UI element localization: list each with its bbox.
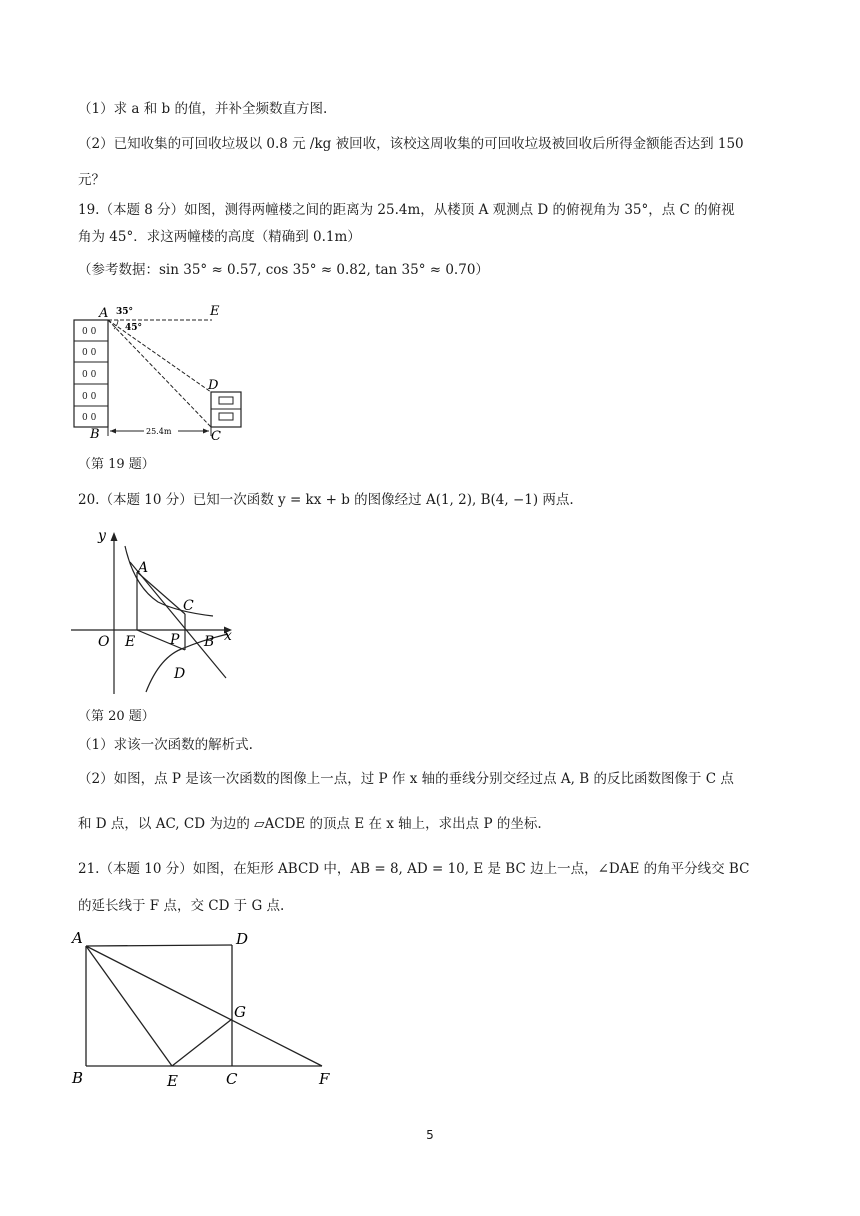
q20-line1: 20.（本题 10 分）已知一次函数 y = kx + b 的图像经过 A(1, 2), B(4, −1) 两点. xyxy=(78,492,574,508)
point-b-label: B xyxy=(204,634,215,650)
point-b-label: B xyxy=(72,1069,84,1087)
point-a-label: A xyxy=(138,560,149,576)
q20-part2-line1: （2）如图，点 P 是该一次函数的图像上一点，过 P 作 x 轴的垂线分别交经过点 A, B 的反比函数图像于 C 点 xyxy=(78,771,734,787)
q20-part1: （1）求该一次函数的解析式. xyxy=(78,737,253,753)
figure-19-caption: （第 19 题） xyxy=(78,457,155,472)
window-label: 0 0 xyxy=(82,370,97,380)
q19-reference-data: （参考数据：sin 35° ≈ 0.57, cos 35° ≈ 0.82, tan 35° ≈ 0.70） xyxy=(78,262,489,278)
distance-label: 25.4m xyxy=(146,427,172,436)
point-e-label: E xyxy=(210,304,220,319)
point-d-label: D xyxy=(236,930,249,948)
q18-part2-line1: （2）已知收集的可回收垃圾以 0.8 元 /kg 被回收，该校这周收集的可回收垃圾被回收后所得金额能否达到 150 xyxy=(78,136,744,152)
figure-20 xyxy=(68,524,248,699)
origin-label: O xyxy=(98,634,110,650)
point-f-label: F xyxy=(319,1070,330,1088)
angle-45-label: 45° xyxy=(125,323,143,333)
point-b-label: B xyxy=(90,427,100,442)
point-c-label: C xyxy=(183,598,194,614)
figure-21 xyxy=(68,928,348,1093)
point-c-label: C xyxy=(226,1070,238,1088)
point-a-label: A xyxy=(99,306,109,321)
q21-line2: 的延长线于 F 点，交 CD 于 G 点. xyxy=(78,898,285,914)
page-number: 5 xyxy=(426,1128,434,1142)
q19-line2: 角为 45°．求这两幢楼的高度（精确到 0.1m） xyxy=(78,229,361,245)
point-e-label: E xyxy=(125,634,136,650)
point-d-label: D xyxy=(208,378,219,393)
window-label: 0 0 xyxy=(82,327,97,337)
q18-part1: （1）求 a 和 b 的值，并补全频数直方图. xyxy=(78,101,328,117)
point-g-label: G xyxy=(234,1003,246,1021)
figure-20-caption: （第 20 题） xyxy=(78,709,155,724)
window-label: 0 0 xyxy=(82,392,97,402)
figure-19 xyxy=(62,296,262,446)
q19-line1: 19.（本题 8 分）如图，测得两幢楼之间的距离为 25.4m，从楼顶 A 观测点 D 的俯视角为 35°，点 C 的俯视 xyxy=(78,202,735,218)
axis-y-label: y xyxy=(98,528,106,544)
point-p-label: P xyxy=(170,632,180,648)
point-c-label: C xyxy=(211,429,221,444)
axis-x-label: x xyxy=(224,628,232,644)
angle-35-label: 35° xyxy=(116,307,134,317)
q20-part2-line2: 和 D 点，以 AC, CD 为边的 ▱ACDE 的顶点 E 在 x 轴上，求出点 P 的坐标. xyxy=(78,816,542,832)
window-label: 0 0 xyxy=(82,348,97,358)
q21-line1: 21.（本题 10 分）如图，在矩形 ABCD 中，AB = 8, AD = 10, E 是 BC 边上一点，∠DAE 的角平分线交 BC xyxy=(78,861,750,877)
point-a-label: A xyxy=(72,929,83,947)
point-e-label: E xyxy=(167,1072,178,1090)
window-label: 0 0 xyxy=(82,413,97,423)
q18-part2-line2: 元？ xyxy=(78,172,105,188)
point-d-label: D xyxy=(174,666,186,682)
